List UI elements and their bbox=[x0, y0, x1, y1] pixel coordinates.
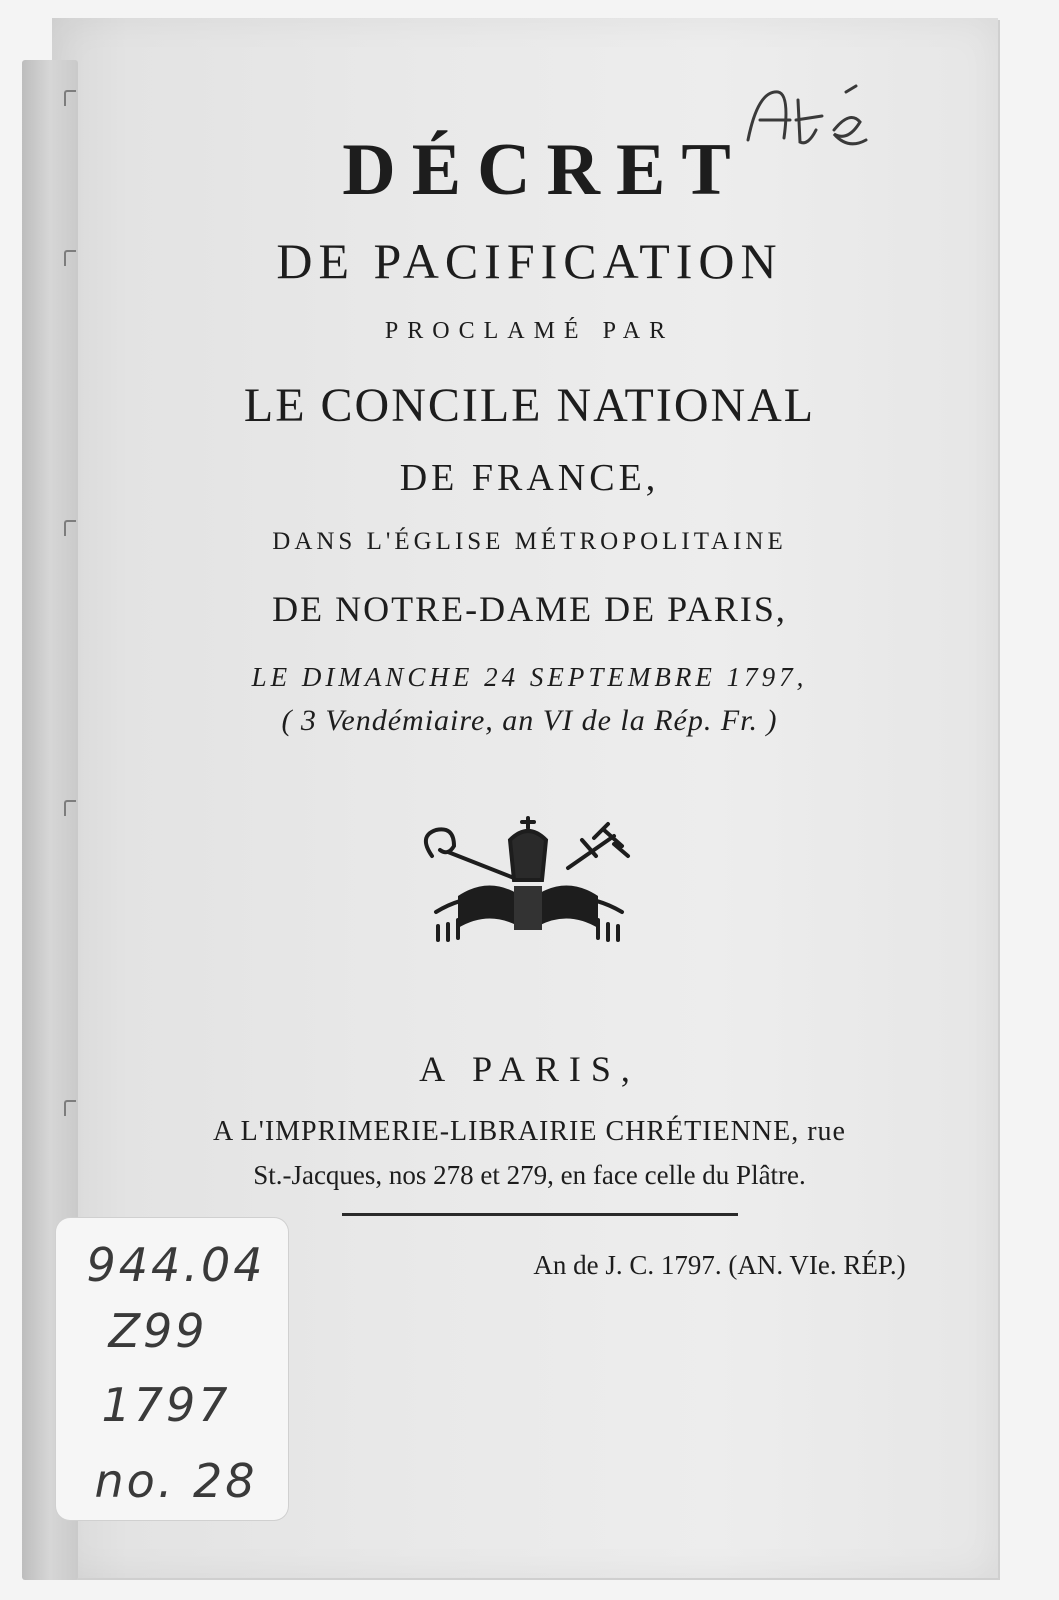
title-concile-national: LE CONCILE NATIONAL bbox=[243, 379, 816, 432]
crosier-mitre-keys-ornament bbox=[418, 816, 638, 944]
title-eglise: DANS L'ÉGLISE MÉTROPOLITAINE bbox=[272, 528, 787, 555]
title-proclame-par: PROCLAMÉ PAR bbox=[384, 318, 675, 344]
stitch bbox=[64, 90, 76, 106]
title-decret: DÉCRET bbox=[342, 129, 747, 211]
date-line: LE DIMANCHE 24 SEPTEMBRE 1797, bbox=[251, 662, 808, 692]
call-number-item: no. 28 bbox=[94, 1454, 258, 1508]
call-number-class: 944.04 bbox=[86, 1238, 266, 1292]
imprint-year: An de J. C. 1797. (AN. VIe. RÉP.) bbox=[533, 1250, 906, 1280]
title-de-france: DE FRANCE, bbox=[399, 457, 660, 499]
stitch bbox=[64, 800, 76, 816]
republican-date: ( 3 Vendémiaire, an VI de la Rép. Fr. ) bbox=[281, 704, 778, 737]
divider-rule bbox=[342, 1213, 738, 1216]
title-pacification: DE PACIFICATION bbox=[276, 233, 783, 289]
title-notre-dame: DE NOTRE-DAME DE PARIS, bbox=[272, 589, 787, 629]
call-number-cutter: Z99 bbox=[108, 1304, 208, 1358]
imprint-address: St.-Jacques, nos 278 et 279, en face celle du Plâtre. bbox=[253, 1160, 806, 1190]
handwritten-note-text: Ate bbox=[806, 155, 810, 157]
imprint-city: A PARIS, bbox=[419, 1049, 640, 1089]
library-call-number-label bbox=[56, 1218, 288, 1520]
call-number-year: 1797 bbox=[101, 1378, 231, 1432]
stitch bbox=[64, 1100, 76, 1116]
imprint-printer: A L'IMPRIMERIE-LIBRAIRIE CHRÉTIENNE, rue bbox=[213, 1116, 846, 1147]
